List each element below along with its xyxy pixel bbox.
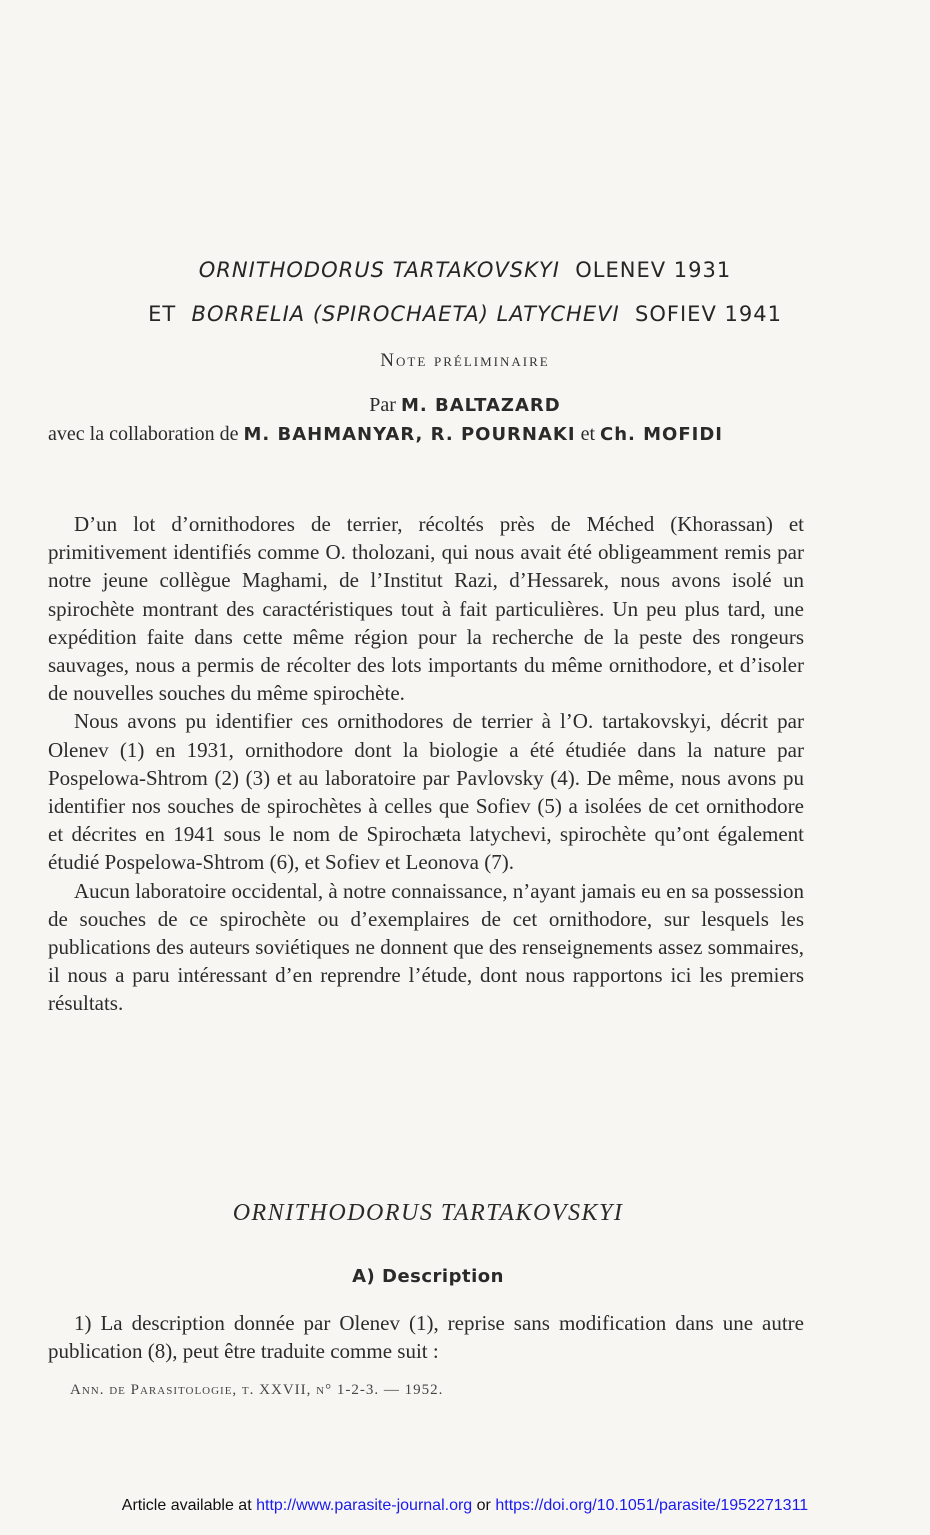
doi-link[interactable]: https://doi.org/10.1051/parasite/1952271311 [495, 1497, 809, 1514]
byline-par: Par [369, 394, 396, 416]
collaboration-line [48, 423, 808, 446]
title-line-1 [0, 258, 930, 282]
collab-last: Ch. MOFIDI [600, 424, 723, 445]
description-paragraph: 1) La description donnée par Olenev (1), reprise sans modification dans une autre publication (8), peut être traduite comme suit : [48, 1311, 804, 1364]
section-title: ORNITHODORUS TARTAKOVSKYI [232, 1200, 624, 1226]
byline [0, 394, 930, 417]
paragraph-3: Aucun laboratoire occidental, à notre connaissance, n’ayant jamais eu en sa possession de souches de ce spirochète ou d’exemplaires de cet ornithodore, sur lesquels les publications des auteurs soviétiques ne donnent que des renseignements assez sommaires, il nous a paru intéressant d’en reprendre l’étude, dont nous rapportons ici les premiers résultats. [48, 878, 804, 1016]
note-preliminaire [0, 350, 930, 372]
note-label: Note préliminaire [380, 350, 550, 371]
title-line-2 [0, 302, 930, 326]
availability-prefix: Article available at [121, 1497, 252, 1514]
title-author-2: SOFIEV 1941 [635, 302, 782, 326]
title-author-1: OLENEV 1931 [575, 258, 732, 282]
journal-reference [70, 1382, 443, 1399]
title-species-2: BORRELIA (SPIROCHAETA) LATYCHEVI [191, 302, 620, 326]
body-text [48, 510, 804, 1018]
availability-line [0, 1497, 930, 1515]
title-prefix-2: ET [148, 302, 177, 326]
journal-link[interactable]: http://www.parasite-journal.org [256, 1497, 473, 1514]
paragraph-2: Nous avons pu identifier ces ornithodores de terrier à l’O. tartakovskyi, décrit par Olenev (1) en 1931, ornithodore dont la biologie a été étudiée dans la nature par Pospelowa-Shtrom (2) (3) et au laboratoire par Pavlovsky (4). De même, nous avons pu identifier nos souches de spirochètes à celles que Sofiev (5) a isolées de cet ornithodore et décrites en 1941 sous le nom de Spirochæta latychevi, spirochète qu’ont également étudié Pospelowa-Shtrom (6), et Sofiev et Leonova (7). [48, 709, 804, 875]
collab-names: M. BAHMANYAR, R. POURNAKI [243, 424, 576, 445]
collab-prefix: avec la collaboration de [48, 423, 239, 445]
paragraph-1: D’un lot d’ornithodores de terrier, récoltés près de Méched (Khorassan) et primitivement identifiés comme O. tholozani, qui nous avait été obligeamment remis par notre jeune collègue Maghami, de l’Institut Razi, d’Hessarek, nous avons isolé un spirochète montrant des caractéristiques tout à fait particulières. Un peu plus tard, une expédition faite dans cette même région pour la recherche de la peste des rongeurs sauvages, nous a permis de récolter des lots importants du même ornithodore, et d’isoler de nouvelles souches du même spirochète. [48, 512, 804, 706]
title-species-1: ORNITHODORUS TARTAKOVSKYI [198, 258, 560, 282]
description-text [48, 1309, 804, 1365]
byline-author: M. BALTAZARD [400, 395, 561, 416]
subsection-title: A) Description [352, 1266, 504, 1287]
availability-or: or [476, 1497, 491, 1514]
journal-reference-text: Ann. de Parasitologie, t. XXVII, n° 1-2-3. — 1952. [70, 1382, 444, 1398]
collab-et: et [580, 423, 595, 445]
